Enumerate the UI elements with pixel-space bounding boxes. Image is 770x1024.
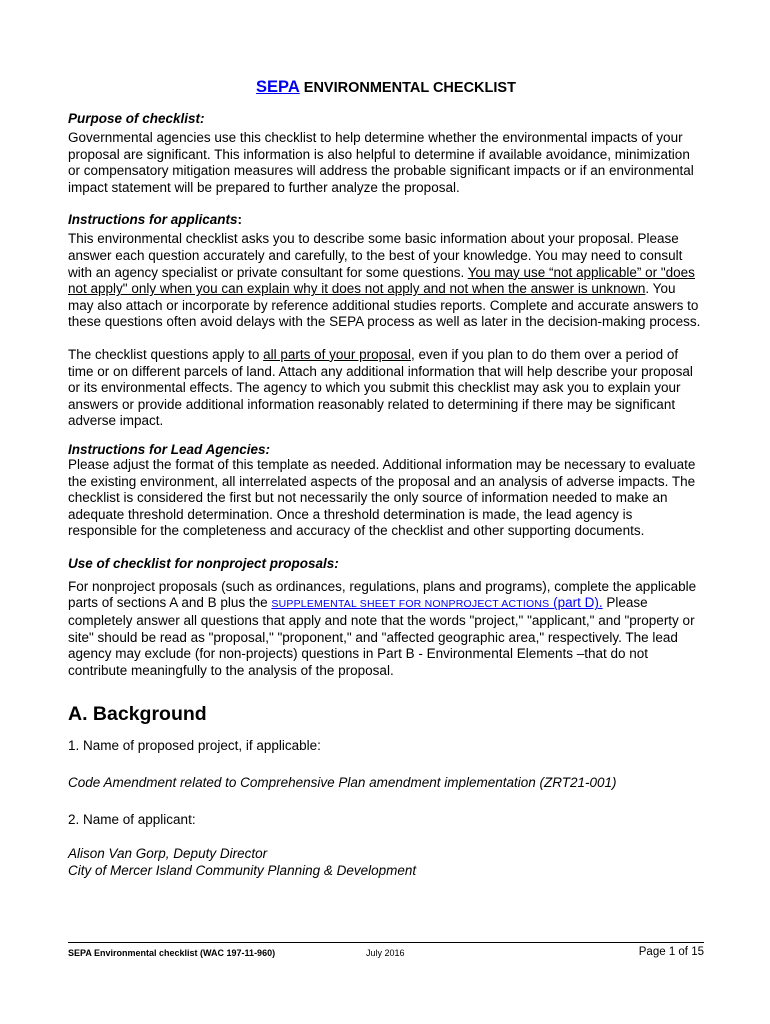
purpose-heading: Purpose of checklist:	[68, 111, 205, 126]
supplemental-sheet-link[interactable]: SUPPLEMENTAL SHEET FOR NONPROJECT ACTIONS	[271, 598, 550, 611]
applicants-paragraph-2: The checklist questions apply to all parts of your proposal, even if you plan to do them over a period of time or on different parcels of land. Attach any additional information that will help describe your proposal or its environmental effects. The agency to which you submit this checklist may ask you to explain your answers or provide additional information reasonably related to determining if there may be significant adverse impact.	[68, 346, 693, 429]
sepa-link[interactable]: SEPA	[256, 78, 300, 96]
nonproject-text: For nonproject proposals (such as ordinances, regulations, plans and programs), complete the applicable parts of sections A and B plus the SUPPLEMENTAL SHEET FOR NONPROJECT ACTIONS (part D). Please completely answer all questions that apply and note that the words "project," "applicant," and "property or site" should be read as "proposal," "proponent," and "affected geographic area," respectively. The lead agency may exclude (for non-projects) questions in Part B - Environmental Elements –that do not contribute meaningfully to the analysis of the proposal.	[68, 578, 697, 678]
lead-agencies-text: Please adjust the format of this template as needed. Additional information may be necessary to evaluate the existing environment, all interrelated aspects of the proposal and an analysis of adverse impacts. The checklist is considered the first but not necessarily the only source of information needed to make an adequate threshold determination. Once a threshold determination is made, the lead agency is responsible for the completeness and accuracy of the checklist and other supporting documents.	[68, 456, 696, 539]
question-2: 2. Name of applicant:	[68, 811, 196, 827]
lead-agencies-heading: Instructions for Lead Agencies:	[68, 441, 271, 457]
applicants-heading: Instructions for applicants:	[68, 212, 243, 228]
page-title	[68, 78, 704, 97]
applicants-paragraph-1: This environmental checklist asks you to describe some basic information about your proposal. Please answer each question accurately and carefully, to the best of your knowledge. You may need to consult with an agency specialist or private consultant for some questions. You may use “not applicable” or "does not apply" only when you can explain why it does not apply and not when the answer is unknown. You may also attach or incorporate by reference additional studies reports. Complete and accurate answers to these questions often avoid delays with the SEPA process as well as later in the decision-making process.	[68, 231, 701, 330]
page-footer	[68, 946, 704, 962]
footer-page-number: Page 1 of 15	[638, 946, 704, 958]
purpose-text: Governmental agencies use this checklist to help determine whether the environmental impacts of your proposal are significant. This information is also helpful to determine if available avoidance, minimization or compensatory mitigation measures will address the probable significant impacts or if an environmental impact statement will be prepared to further analyze the proposal.	[68, 130, 694, 195]
answer-2-line-1: Alison Van Gorp, Deputy Director	[68, 846, 268, 862]
answer-1: Code Amendment related to Comprehensive Plan amendment implementation (ZRT21-001)	[68, 775, 617, 791]
section-a-heading: A. Background	[68, 703, 207, 726]
part-d-link[interactable]: (part D).	[549, 595, 603, 611]
question-1: 1. Name of proposed project, if applicable:	[68, 738, 321, 754]
footer-rule	[68, 942, 704, 943]
title-text: ENVIRONMENTAL CHECKLIST	[299, 80, 516, 96]
footer-date: July 2016	[366, 948, 405, 958]
all-parts-emphasis: all parts of your proposal	[263, 346, 411, 362]
answer-2-line-2: City of Mercer Island Community Planning & Development	[68, 862, 417, 878]
nonproject-heading: Use of checklist for nonproject proposals:	[68, 555, 339, 571]
document-body	[68, 78, 704, 879]
footer-doc-name: SEPA Environmental checklist (WAC 197-11-960)	[68, 948, 276, 958]
not-applicable-note: You may use “not applicable” or "does not apply" only when you can explain why it does not apply and not when the answer is unknown	[68, 264, 695, 297]
